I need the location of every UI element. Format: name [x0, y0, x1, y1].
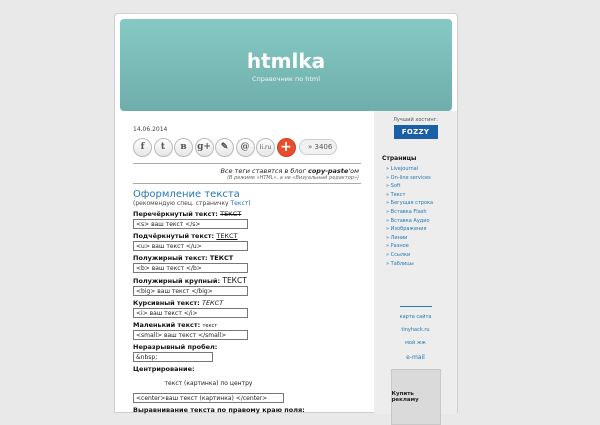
- vk-icon[interactable]: в: [174, 138, 193, 157]
- site-subtitle: Справочник по html: [251, 75, 321, 83]
- page-container: [114, 13, 458, 413]
- code-field[interactable]: <b> ваш текст </b>: [133, 263, 248, 273]
- sidebar-item-images[interactable]: » Изображения: [386, 225, 457, 234]
- sidebar-item-text[interactable]: » Текст: [386, 191, 457, 200]
- entry-label: Маленький текст: текст: [133, 321, 218, 329]
- more-icon[interactable]: +: [277, 138, 296, 157]
- sidebar: [374, 111, 457, 414]
- sidebar-item-marquee[interactable]: » Бегущая строка: [386, 199, 457, 208]
- code-field[interactable]: <small> ваш текст </small>: [133, 330, 248, 340]
- text-page-link[interactable]: Текст: [230, 200, 249, 207]
- code-field[interactable]: <i> ваш текст </i>: [133, 308, 248, 318]
- code-field[interactable]: <s> ваш текст </s>: [133, 219, 248, 229]
- post-content: [133, 126, 361, 414]
- buy-ad-button[interactable]: Купить рекламу: [391, 369, 441, 425]
- site-header: [120, 19, 452, 111]
- livejournal-icon[interactable]: ✎: [215, 138, 234, 157]
- code-field[interactable]: <center>ваш текст (картинка) </center>: [133, 393, 284, 403]
- centering-preview: текст (картинка) по центру: [164, 380, 253, 387]
- share-bar: [133, 136, 361, 158]
- entry-label: Подчёркнутый текст: ТЕКСТ: [133, 232, 238, 240]
- entry-label: Курсивный текст: ТЕКСТ: [133, 299, 224, 307]
- hosting-label: Лучший хостинг:: [393, 117, 438, 123]
- twitter-icon[interactable]: t: [154, 138, 173, 157]
- sidebar-item-tables[interactable]: » Таблицы: [386, 260, 457, 269]
- sidebar-item-audio[interactable]: » Вставка Аудио: [386, 217, 457, 226]
- facebook-icon[interactable]: f: [133, 138, 152, 157]
- post-note: Все теги ставятся в блог copy-paste'ом: [220, 167, 359, 175]
- share-count: » 3406: [299, 139, 337, 155]
- sidebar-item-misc[interactable]: » Разное: [386, 242, 457, 251]
- entry-label: Перечёркнутый текст: ТЕКСТ: [133, 210, 242, 218]
- fozzy-logo[interactable]: FOZZY: [394, 125, 438, 139]
- site-title[interactable]: htmlka: [246, 49, 326, 73]
- sidebar-divider: [400, 306, 432, 307]
- pages-menu: [386, 165, 457, 268]
- section-title: Оформление текста: [133, 189, 240, 200]
- sidebar-item-lines[interactable]: » Линии: [386, 234, 457, 243]
- entry-label: Неразрывный пробел:: [133, 343, 218, 351]
- my-lj-link[interactable]: мой жж: [405, 340, 426, 347]
- centering-label: Центрирование:: [133, 365, 195, 373]
- entry-label: Полужирный крупный: ТЕКСТ: [133, 276, 247, 285]
- email-link[interactable]: e-mail: [406, 354, 425, 362]
- code-field[interactable]: &nbsp;: [133, 352, 213, 362]
- entry-label: Полужирный текст: ТЕКСТ: [133, 254, 234, 262]
- align-right-label: Выравнивание текста по правому краю поля:: [133, 406, 305, 414]
- post-note-sub: (В режиме «HTML», а не «Визуальный редактор»): [227, 175, 359, 181]
- sidebar-item-livejournal[interactable]: » Livejournal: [386, 165, 457, 174]
- sidebar-item-soft[interactable]: » Soft: [386, 182, 457, 191]
- sidebar-item-flash[interactable]: » Вставка Flash: [386, 208, 457, 217]
- section-subtitle: (рекомендую спец. страничку Текст): [133, 200, 251, 207]
- mail-icon[interactable]: @: [236, 138, 255, 157]
- note-bold: copy-paste: [307, 167, 349, 175]
- tinyhack-link[interactable]: tinyhack.ru: [401, 327, 430, 334]
- sitemap-link[interactable]: карта сайта: [399, 314, 432, 321]
- sidebar-item-links[interactable]: » Ссылки: [386, 251, 457, 260]
- code-field[interactable]: <u> ваш текст </u>: [133, 241, 248, 251]
- divider: [133, 183, 361, 184]
- liveinternet-icon[interactable]: li.ru: [256, 138, 275, 157]
- code-field[interactable]: <big> ваш текст </big>: [133, 286, 248, 296]
- pages-title: Страницы: [382, 155, 417, 162]
- google-plus-icon[interactable]: g+: [195, 138, 214, 157]
- sidebar-item-online-services[interactable]: » On-line services: [386, 174, 457, 183]
- post-date: 14.06.2014: [133, 126, 168, 133]
